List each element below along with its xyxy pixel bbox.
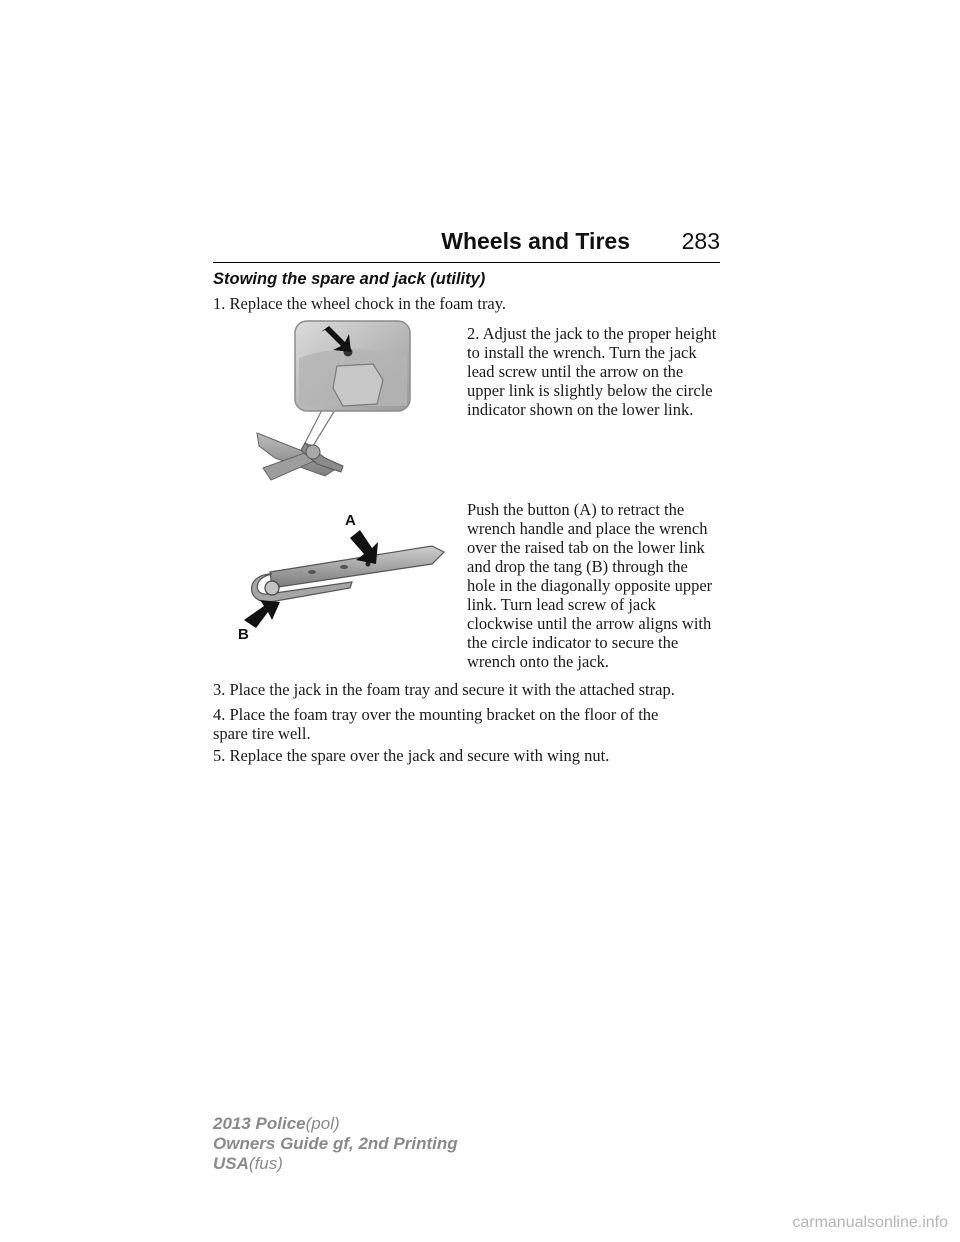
chapter-title: Wheels and Tires: [441, 228, 630, 254]
step-1-text: 1. Replace the wheel chock in the foam tray.: [213, 294, 507, 313]
page-header: [213, 228, 720, 263]
wrench-illustration: [232, 508, 452, 648]
footer-guide: Owners Guide gf, 2nd Printing: [213, 1134, 458, 1153]
section-heading: Stowing the spare and jack (utility): [213, 270, 486, 288]
step-2-text: 2. Adjust the jack to the proper height to install the wrench. Turn the jack lead screw until the arrow on the upper link is slightly below the circle indicator shown on the lower link.: [467, 324, 717, 419]
jack-arrow-indicator-illustration: [255, 318, 415, 486]
footer-market: USA: [213, 1154, 249, 1173]
print-footer: [213, 1114, 458, 1174]
footer-model-code: (pol): [305, 1114, 340, 1133]
step-4-text: 4. Place the foam tray over the mounting bracket on the floor of the spare tire well.: [213, 705, 659, 743]
watermark: carmanualsonline.info: [792, 1214, 948, 1231]
step-5-text: 5. Replace the spare over the jack and secure with wing nut.: [213, 746, 610, 765]
footer-model: 2013 Police: [213, 1114, 306, 1133]
footer-line-1: [213, 1114, 458, 1134]
footer-line-2: [213, 1134, 458, 1154]
footer-market-code: (fus): [248, 1154, 283, 1173]
label-b: B: [238, 626, 249, 643]
step-3-text: 3. Place the jack in the foam tray and secure it with the attached strap.: [213, 680, 675, 699]
label-a: A: [345, 512, 356, 529]
wrench-install-text: Push the button (A) to retract the wrench handle and place the wrench over the raised tab on the lower link and drop the tang (B) through the hole in the diagonally opposite upper link. Turn lead screw of jack clockwise until the arrow aligns with the circle indicator to secure the wrench onto the jack.: [467, 500, 713, 671]
footer-line-3: [213, 1154, 458, 1174]
page-number: 283: [681, 228, 720, 254]
